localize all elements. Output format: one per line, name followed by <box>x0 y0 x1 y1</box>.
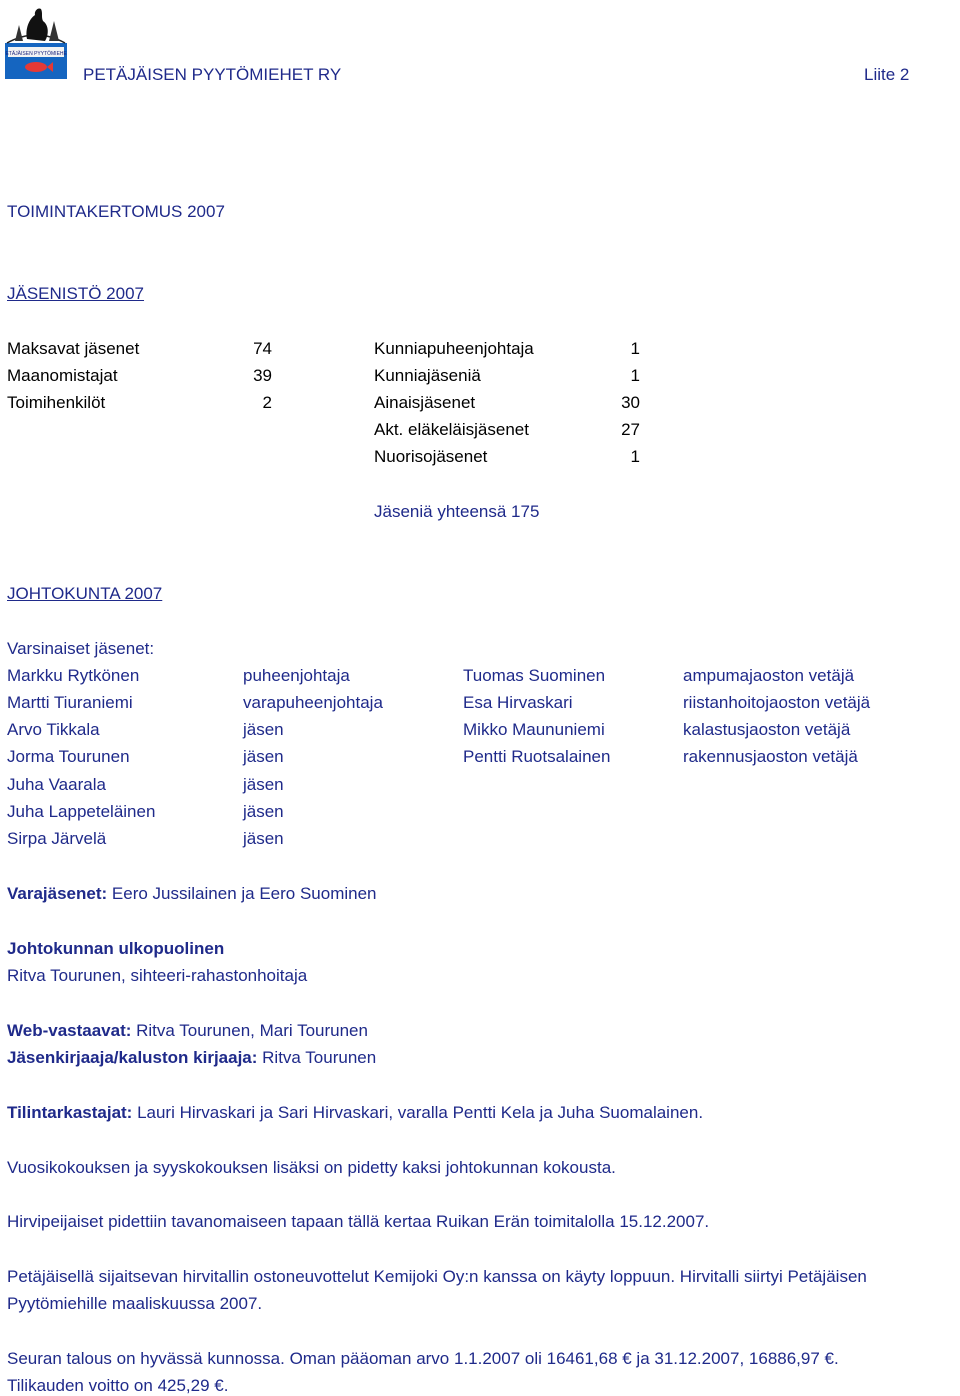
board-member-role: jäsen <box>243 802 284 821</box>
web-line <box>7 1021 368 1041</box>
board-member-role: puheenjohtaja <box>243 666 350 685</box>
membership-left-count: 2 <box>262 393 272 412</box>
registrar-label: Jäsenkirjaaja/kaluston kirjaaja: <box>7 1048 258 1067</box>
membership-right-label: Kunniajäseniä <box>374 366 481 385</box>
section-leader-role: riistanhoitojaoston vetäjä <box>683 693 871 712</box>
section-leader-role: rakennusjaoston vetäjä <box>683 747 858 766</box>
web-text: Ritva Tourunen, Mari Tourunen <box>131 1021 368 1040</box>
attachment-label: Liite 2 <box>864 65 910 84</box>
membership-right-count: 1 <box>630 366 640 385</box>
registrar-line <box>7 1048 376 1068</box>
registrar-text: Ritva Tourunen <box>257 1048 377 1067</box>
membership-right-label: Akt. eläkeläisjäsenet <box>374 420 529 439</box>
club-logo <box>5 3 67 79</box>
auditors-line <box>7 1103 703 1123</box>
meetings-paragraph: Vuosikokouksen ja syyskokouksen lisäksi on pidetty kaksi johtokunnan kokousta. <box>7 1158 616 1177</box>
organization-name: PETÄJÄISEN PYYTÖMIEHET RY <box>83 65 342 84</box>
hall-paragraph-line-1: Petäjäisellä sijaitsevan hirvitallin ostoneuvottelut Kemijoki Oy:n kanssa on käyty loppuun. Hirvitalli siirtyi Petäjäisen <box>7 1267 867 1286</box>
membership-total: Jäseniä yhteensä 175 <box>374 502 540 521</box>
deputies-line <box>7 884 377 904</box>
board-member-name: Markku Rytkönen <box>7 666 140 685</box>
membership-right-count: 1 <box>630 447 640 466</box>
membership-right-count: 1 <box>630 339 640 358</box>
board-member-name: Juha Lappeteläinen <box>7 802 156 821</box>
web-label: Web-vastaavat: <box>7 1021 132 1040</box>
board-member-name: Jorma Tourunen <box>7 747 130 766</box>
board-member-role: jäsen <box>243 775 284 794</box>
section-leader-name: Tuomas Suominen <box>463 666 606 685</box>
party-paragraph: Hirvipeijaiset pidettiin tavanomaiseen tapaan tällä kertaa Ruikan Erän toimitalolla 15.12.2007. <box>7 1212 710 1231</box>
section-leader-name: Pentti Ruotsalainen <box>463 747 611 766</box>
hall-paragraph-line-2: Pyytömiehille maaliskuussa 2007. <box>7 1294 263 1313</box>
membership-left-label: Maanomistajat <box>7 366 118 385</box>
report-title: TOIMINTAKERTOMUS 2007 <box>7 202 225 221</box>
membership-left-label: Toimihenkilöt <box>7 393 106 412</box>
outside-board-text: Ritva Tourunen, sihteeri-rahastonhoitaja <box>7 966 308 985</box>
section-leader-role: kalastusjaoston vetäjä <box>683 720 851 739</box>
board-member-name: Martti Tiuraniemi <box>7 693 133 712</box>
board-title: JOHTOKUNTA 2007 <box>7 584 163 603</box>
deputies-text: Eero Jussilainen ja Eero Suominen <box>107 884 377 903</box>
section-leader-role: ampumajaoston vetäjä <box>683 666 855 685</box>
board-member-role: jäsen <box>243 747 284 766</box>
finance-paragraph-line-1: Seuran talous on hyvässä kunnossa. Oman pääoman arvo 1.1.2007 oli 16461,68 € ja 31.12.2007, 16886,97 €. <box>7 1349 839 1368</box>
finance-paragraph-line-2: Tilikauden voitto on 425,29 €. <box>7 1376 229 1395</box>
board-member-role: jäsen <box>243 829 284 848</box>
section-leader-name: Mikko Maununiemi <box>463 720 605 739</box>
svg-text:PETÄJÄISEN PYYTÖMIEHET: PETÄJÄISEN PYYTÖMIEHET <box>5 51 67 57</box>
membership-right-label: Ainaisjäsenet <box>374 393 476 412</box>
board-member-role: jäsen <box>243 720 284 739</box>
membership-right-count: 30 <box>621 393 640 412</box>
auditors-label: Tilintarkastajat: <box>7 1103 133 1122</box>
membership-right-count: 27 <box>621 420 640 439</box>
deputies-label: Varajäsenet: <box>7 884 108 903</box>
membership-right-label: Nuorisojäsenet <box>374 447 488 466</box>
board-member-name: Sirpa Järvelä <box>7 829 107 848</box>
membership-left-count: 39 <box>253 366 272 385</box>
board-member-name: Juha Vaarala <box>7 775 106 794</box>
auditors-text: Lauri Hirvaskari ja Sari Hirvaskari, varalla Pentti Kela ja Juha Suomalainen. <box>132 1103 704 1122</box>
membership-left-label: Maksavat jäsenet <box>7 339 140 358</box>
membership-right-label: Kunniapuheenjohtaja <box>374 339 534 358</box>
regular-members-heading: Varsinaiset jäsenet: <box>7 639 155 658</box>
membership-left-count: 74 <box>253 339 272 358</box>
outside-board-heading: Johtokunnan ulkopuolinen <box>7 939 225 958</box>
membership-title: JÄSENISTÖ 2007 <box>7 284 145 303</box>
board-member-role: varapuheenjohtaja <box>243 693 383 712</box>
section-leader-name: Esa Hirvaskari <box>463 693 573 712</box>
board-member-name: Arvo Tikkala <box>7 720 100 739</box>
